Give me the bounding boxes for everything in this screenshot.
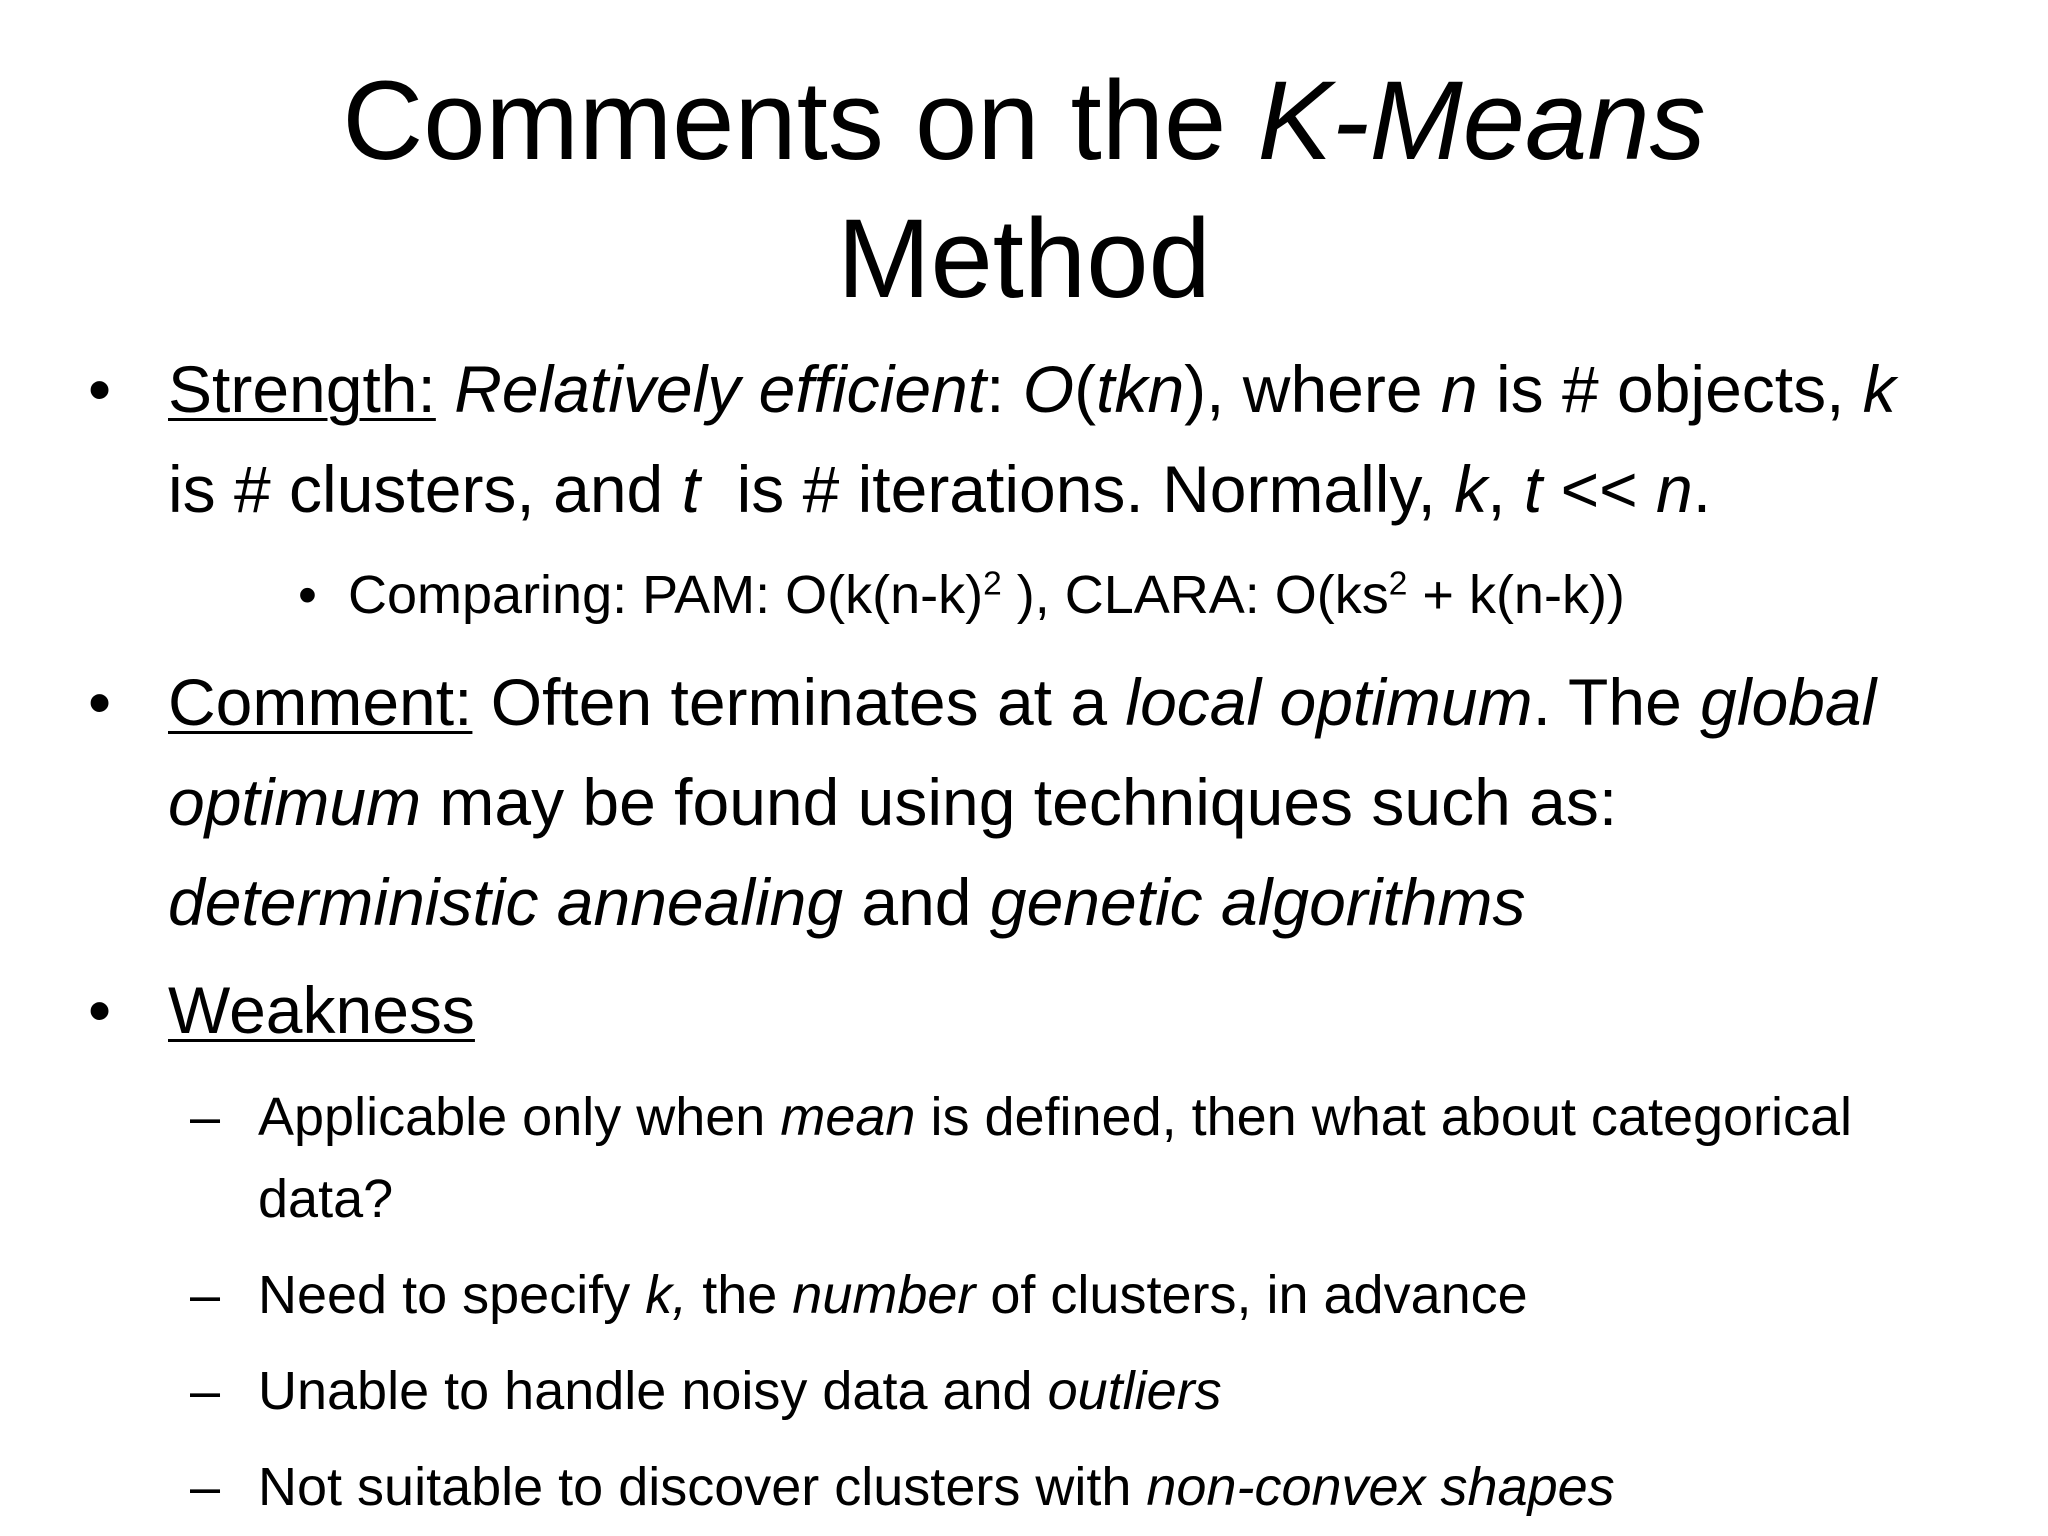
comment-line-2: optimum may be found using techniques such as: [168,765,1618,839]
relatively-efficient: Relatively efficient [454,352,987,426]
bullet-strength [88,339,1896,539]
title-line-1 [0,52,2048,190]
bullet-dot: • [88,352,112,426]
subbullet-comparing: • Comparing: PAM: $O(k(n-k)^2$ ), CLARA: $O(ks^2 + k(n-k))$ [348,560,1625,630]
comment-label: Comment: [168,665,473,739]
slide-title [0,52,2048,328]
comment-line-1: Comment: Often terminates at a local optimum. The global [168,665,1877,739]
weakness-item-1: – Applicable only when mean is defined, then what about categorical data? [258,1076,1852,1240]
weakness-label: Weakness [168,973,475,1047]
bullet-dot: • [298,565,317,625]
bullet-dot: • [88,665,112,739]
weakness-item-3: – Unable to handle noisy data and outliers [258,1350,1222,1432]
bullet-weakness [88,960,475,1060]
dash-marker: – [190,1457,221,1517]
bullet-dot: • [88,973,112,1047]
strength-line-2: is # clusters, and t is # iterations. Normally, k, t << n. [168,452,1712,526]
weakness-item-2: – Need to specify k, the number of clusters, in advance [258,1254,1528,1336]
title-text: Comments on the [342,58,1258,183]
strength-line-1: Strength: Relatively efficient: O(tkn), where n is # objects, k [168,352,1896,426]
dash-marker: – [190,1265,221,1325]
bullet-comment [88,652,1877,952]
dash-marker: – [190,1361,221,1421]
weakness-item-4: – Not suitable to discover clusters with non-convex shapes [258,1446,1615,1528]
comment-line-3: deterministic annealing and genetic algorithms [168,865,1526,939]
title-line-2: Method [837,196,1211,321]
title-kmeans: K-Means [1257,58,1706,183]
strength-label: Strength: [168,352,436,426]
dash-marker: – [190,1087,221,1147]
